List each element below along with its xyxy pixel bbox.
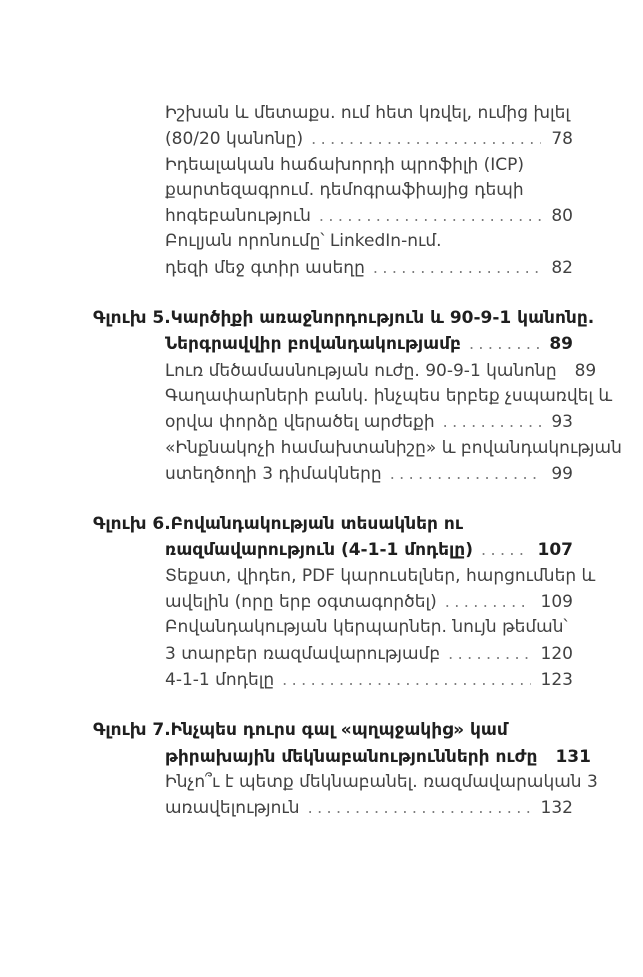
toc-entry-line	[93, 255, 573, 281]
page-number[interactable]: 99	[551, 463, 573, 484]
toc-entry-line	[93, 589, 573, 615]
toc-chapter-entry[interactable]	[93, 718, 591, 770]
page-number[interactable]: 89	[549, 334, 573, 355]
toc-entry-text: Բուլյան որոնումը՝ LinkedIn-ում.	[165, 231, 442, 252]
toc-entry-text: հոգեբանություն	[165, 206, 311, 227]
toc-entry-line	[93, 667, 573, 693]
toc-entry[interactable]	[93, 615, 573, 667]
toc	[93, 101, 622, 821]
toc-block-chapter-5	[93, 306, 622, 487]
toc-entry[interactable]	[93, 667, 573, 693]
toc-chapter-entry[interactable]	[93, 512, 573, 564]
toc-entry-text: ավելին (որը երբ օգտագործել)	[165, 592, 437, 613]
toc-entry-line	[93, 229, 573, 254]
toc-entry-text: քարտեզագրում. դեմոգրաֆիայից դեպի	[165, 179, 524, 200]
toc-entry-line	[93, 461, 573, 487]
toc-entry-line	[93, 641, 573, 667]
toc-entry-line	[93, 306, 595, 331]
toc-entry-text: Տեքստ, վիդեո, PDF կարուսելներ, հարցումներ և	[165, 565, 596, 586]
toc-entry-line	[93, 101, 573, 126]
page-number[interactable]: 89	[574, 360, 597, 381]
toc-block-chapter-7	[93, 718, 598, 821]
toc-entry-text: «Ինքնակոչի համախտանիշը» և բովանդակության	[165, 437, 622, 458]
toc-entry-text: Իդեալական հաճախորդի պրոֆիլի (ICP)	[165, 154, 525, 175]
toc-entry-text: 4-1-1 մոդելը	[165, 669, 275, 690]
page-number[interactable]: 120	[540, 643, 573, 664]
chapter-title-text: Բովանդակության տեսակներ ու	[170, 514, 463, 535]
toc-entry-line	[93, 331, 573, 357]
chapter-label: Գլուխ 5.	[93, 308, 171, 329]
dot-leader	[445, 589, 531, 615]
toc-entry[interactable]	[93, 358, 597, 384]
toc-entry-line	[93, 178, 573, 203]
dot-leader	[390, 461, 542, 487]
toc-entry-line	[93, 384, 613, 409]
chapter-label: Գլուխ 7.	[93, 720, 171, 741]
toc-entry-line	[93, 126, 573, 152]
toc-entry-line	[93, 409, 573, 435]
chapter-title-text: ռազմավարություն (4-1-1 մոդելը)	[165, 540, 473, 561]
dot-leader	[481, 537, 528, 563]
dot-leader	[469, 331, 539, 357]
page-number[interactable]: 78	[551, 129, 573, 150]
dot-leader	[308, 795, 531, 821]
toc-entry[interactable]	[93, 384, 613, 436]
toc-entry[interactable]	[93, 153, 573, 230]
page-number[interactable]: 93	[551, 412, 573, 433]
toc-entry[interactable]	[93, 436, 622, 488]
toc-entry-text: Ինչո՞ւ է պետք մեկնաբանել. ռազմավարական 3	[165, 771, 598, 792]
chapter-title-text: Կարծիքի առաջնորդություն և 90-9-1 կանոնը.	[170, 308, 595, 329]
chapter-title-text: Ինչպես դուրս գալ «պղպջակից» կամ	[170, 720, 508, 741]
toc-entry-line	[93, 770, 598, 795]
toc-entry-line	[93, 564, 596, 589]
toc-entry[interactable]	[93, 101, 573, 153]
toc-entry-line	[93, 436, 622, 461]
dot-leader	[311, 126, 541, 152]
toc-entry-text: Իշխան և մետաքս. ում հետ կռվել, ումից խլել	[165, 103, 571, 123]
page-number[interactable]: 132	[540, 798, 573, 819]
toc-entry-text: 3 տարբեր ռազմավարությամբ	[165, 643, 441, 664]
page-number[interactable]: 131	[555, 746, 591, 767]
toc-entry-line	[93, 615, 573, 640]
toc-entry-line	[93, 153, 573, 178]
toc-entry-line	[93, 537, 573, 563]
page-number[interactable]: 109	[540, 592, 573, 613]
page-number[interactable]: 123	[540, 669, 573, 690]
dot-leader	[319, 203, 541, 229]
toc-block-chapter-6	[93, 512, 596, 693]
page-number[interactable]: 80	[551, 206, 573, 227]
toc-entry-text: (80/20 կանոնը)	[165, 129, 304, 150]
toc-entry-line	[93, 203, 573, 229]
chapter-title-text: թիրախային մեկնաբանությունների ուժը	[165, 746, 538, 767]
toc-entry[interactable]	[93, 564, 596, 616]
chapter-title-text: Ներգրավվիր բովանդակությամբ	[165, 334, 461, 355]
toc-entry-line	[93, 512, 573, 537]
toc-entry-text: առավելություն	[165, 798, 300, 819]
toc-entry-text: ստեղծողի 3 դիմակները	[165, 463, 382, 484]
toc-entry-line	[93, 358, 597, 384]
dot-leader	[282, 667, 530, 693]
toc-entry-text: Բովանդակության կերպարներ. նույն թեման՝	[165, 617, 568, 638]
toc-entry[interactable]	[93, 770, 598, 822]
chapter-label: Գլուխ 6.	[93, 514, 171, 535]
toc-entry-line	[93, 795, 573, 821]
dot-leader	[448, 641, 530, 667]
toc-block-continuation	[93, 101, 573, 281]
toc-entry[interactable]	[93, 229, 573, 281]
toc-entry-text: օրվա փորձը վերածել արժեքի	[165, 412, 435, 433]
toc-entry-text: Գաղափարների բանկ. ինչպես երբեք չսպառվել և	[165, 385, 613, 406]
toc-entry-line	[93, 744, 591, 770]
page-number[interactable]: 107	[537, 540, 573, 561]
toc-entry-line	[93, 718, 573, 743]
toc-entry-text: Լուռ մեծամասնության ուժը. 90-9-1 կանոնը	[165, 360, 557, 381]
dot-leader	[373, 255, 542, 281]
page-number[interactable]: 82	[551, 257, 573, 278]
toc-entry-text: դեզի մեջ գտիր ասեղը	[165, 257, 365, 278]
toc-chapter-entry[interactable]	[93, 306, 595, 358]
dot-leader	[443, 409, 542, 435]
